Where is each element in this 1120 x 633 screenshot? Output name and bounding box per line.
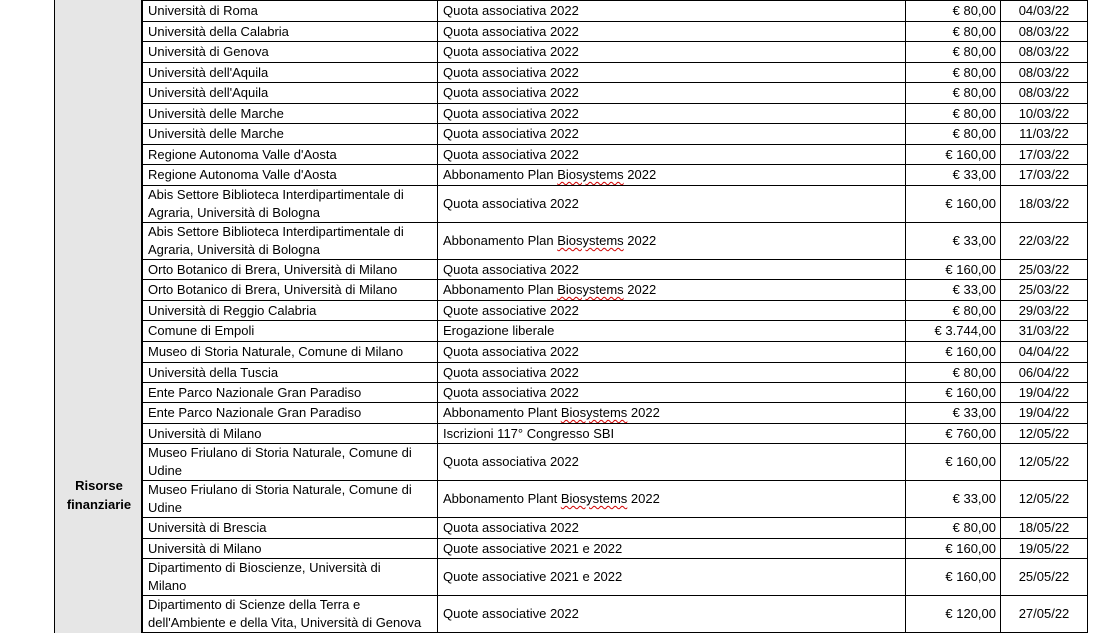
date-cell: 19/04/22 [1001, 403, 1088, 424]
table-row [143, 186, 1088, 223]
table-row [143, 539, 1088, 559]
date-cell: 22/03/22 [1001, 223, 1088, 260]
description-post: 2022 [623, 233, 657, 248]
amount-cell: € 160,00 [906, 559, 1001, 596]
date-cell: 08/03/22 [1001, 22, 1088, 42]
entity-cell: Università di Reggio Calabria [143, 301, 438, 321]
description-cell [438, 165, 906, 186]
date-cell: 27/05/22 [1001, 596, 1088, 633]
table-row [143, 22, 1088, 42]
description-post: 2022 [627, 491, 660, 506]
amount-cell: € 80,00 [906, 1, 1001, 22]
description-pre: Abbonamento Plan [443, 167, 558, 182]
table-row [143, 403, 1088, 424]
description-cell: Quota associativa 2022 [438, 145, 906, 165]
date-cell: 12/05/22 [1001, 444, 1088, 481]
date-cell: 08/03/22 [1001, 63, 1088, 83]
description-post: 2022 [623, 282, 657, 297]
description-cell: Quota associativa 2022 [438, 444, 906, 481]
entity-cell: Orto Botanico di Brera, Università di Milano [143, 280, 438, 301]
amount-cell: € 33,00 [906, 223, 1001, 260]
date-cell: 08/03/22 [1001, 42, 1088, 63]
table-row [143, 481, 1088, 518]
description-cell [438, 223, 906, 260]
entity-cell: Università di Milano [143, 424, 438, 444]
entity-line2: Agraria, Università di Bologna [148, 205, 320, 220]
amount-cell: € 80,00 [906, 124, 1001, 145]
table-row [143, 424, 1088, 444]
table-row [143, 63, 1088, 83]
amount-cell: € 160,00 [906, 186, 1001, 223]
description-cell [438, 481, 906, 518]
description-wavy: Biosystems [557, 282, 624, 297]
entity-cell: Università delle Marche [143, 104, 438, 124]
table-row [143, 518, 1088, 539]
date-cell: 17/03/22 [1001, 145, 1088, 165]
entity-cell: Ente Parco Nazionale Gran Paradiso [143, 383, 438, 403]
description-pre: Abbonamento Plan [443, 282, 558, 297]
amount-cell: € 80,00 [906, 104, 1001, 124]
entity-line1: Dipartimento di Bioscienze, Università di [148, 560, 381, 575]
amount-cell: € 80,00 [906, 63, 1001, 83]
description-cell: Quota associativa 2022 [438, 22, 906, 42]
category-label [55, 476, 143, 514]
entity-cell: Università della Tuscia [143, 363, 438, 383]
date-cell: 18/05/22 [1001, 518, 1088, 539]
entity-line2: Udine [148, 500, 182, 515]
description-pre: Abbonamento Plan [443, 233, 558, 248]
table-row [143, 165, 1088, 186]
entity-cell: Università dell'Aquila [143, 63, 438, 83]
amount-cell: € 33,00 [906, 280, 1001, 301]
date-cell: 11/03/22 [1001, 124, 1088, 145]
entity-cell: Università delle Marche [143, 124, 438, 145]
date-cell: 06/04/22 [1001, 363, 1088, 383]
entity-line2: Milano [148, 578, 187, 593]
table-row [143, 104, 1088, 124]
entity-line2: dell'Ambiente e della Vita, Università di Genova [148, 615, 422, 630]
amount-cell: € 160,00 [906, 539, 1001, 559]
category-label-line2: finanziarie [66, 497, 132, 512]
amount-cell: € 160,00 [906, 260, 1001, 280]
entity-cell [143, 444, 438, 481]
funding-table-body [143, 1, 1088, 633]
date-cell: 04/03/22 [1001, 1, 1088, 22]
description-cell: Quota associativa 2022 [438, 342, 906, 363]
entity-cell: Regione Autonoma Valle d'Aosta [143, 145, 438, 165]
date-cell: 04/04/22 [1001, 342, 1088, 363]
description-pre: Abbonamento Plant [443, 405, 561, 420]
entity-cell: Università dell'Aquila [143, 83, 438, 104]
table-row [143, 260, 1088, 280]
entity-line1: Dipartimento di Scienze della Terra e [148, 597, 361, 612]
entity-line2: Agraria, Università di Bologna [148, 242, 320, 257]
description-cell: Quota associativa 2022 [438, 124, 906, 145]
table-row [143, 383, 1088, 403]
amount-cell: € 33,00 [906, 403, 1001, 424]
description-wavy: Biosystems [557, 233, 624, 248]
entity-cell: Ente Parco Nazionale Gran Paradiso [143, 403, 438, 424]
entity-line2: Udine [148, 463, 182, 478]
description-cell: Erogazione liberale [438, 321, 906, 342]
table-row [143, 145, 1088, 165]
amount-cell: € 80,00 [906, 518, 1001, 539]
date-cell: 25/05/22 [1001, 559, 1088, 596]
amount-cell: € 160,00 [906, 383, 1001, 403]
amount-cell: € 160,00 [906, 342, 1001, 363]
description-cell: Quote associative 2022 [438, 596, 906, 633]
entity-cell [143, 186, 438, 223]
description-cell: Iscrizioni 117° Congresso SBI [438, 424, 906, 444]
table-row [143, 444, 1088, 481]
date-cell: 19/04/22 [1001, 383, 1088, 403]
entity-cell: Comune di Empoli [143, 321, 438, 342]
date-cell: 12/05/22 [1001, 424, 1088, 444]
table-row [143, 301, 1088, 321]
entity-cell: Università della Calabria [143, 22, 438, 42]
entity-cell: Università di Roma [143, 1, 438, 22]
category-label-line1: Risorse [75, 478, 123, 493]
amount-cell: € 80,00 [906, 83, 1001, 104]
amount-cell: € 160,00 [906, 145, 1001, 165]
table-row [143, 363, 1088, 383]
category-cell [54, 0, 142, 633]
entity-cell: Museo di Storia Naturale, Comune di Milano [143, 342, 438, 363]
table-row [143, 342, 1088, 363]
amount-cell: € 80,00 [906, 42, 1001, 63]
funding-table [142, 0, 1088, 633]
description-cell: Quota associativa 2022 [438, 104, 906, 124]
description-wavy: Biosystems [560, 491, 628, 506]
entity-cell [143, 223, 438, 260]
amount-cell: € 80,00 [906, 363, 1001, 383]
amount-cell: € 33,00 [906, 165, 1001, 186]
description-post: 2022 [623, 167, 657, 182]
date-cell: 08/03/22 [1001, 83, 1088, 104]
description-cell: Quota associativa 2022 [438, 186, 906, 223]
amount-cell: € 3.744,00 [906, 321, 1001, 342]
amount-cell: € 33,00 [906, 481, 1001, 518]
description-cell [438, 403, 906, 424]
description-cell: Quota associativa 2022 [438, 83, 906, 104]
date-cell: 25/03/22 [1001, 260, 1088, 280]
amount-cell: € 80,00 [906, 22, 1001, 42]
entity-cell: Università di Genova [143, 42, 438, 63]
entity-line1: Museo Friulano di Storia Naturale, Comune di [148, 445, 412, 460]
date-cell: 10/03/22 [1001, 104, 1088, 124]
table-row [143, 321, 1088, 342]
amount-cell: € 160,00 [906, 444, 1001, 481]
description-cell: Quota associativa 2022 [438, 383, 906, 403]
description-cell: Quote associative 2021 e 2022 [438, 559, 906, 596]
description-cell: Quota associativa 2022 [438, 260, 906, 280]
date-cell: 29/03/22 [1001, 301, 1088, 321]
table-row [143, 596, 1088, 633]
entity-cell: Università di Milano [143, 539, 438, 559]
amount-cell: € 80,00 [906, 301, 1001, 321]
date-cell: 18/03/22 [1001, 186, 1088, 223]
entity-cell: Università di Brescia [143, 518, 438, 539]
entity-cell [143, 596, 438, 633]
description-cell: Quota associativa 2022 [438, 518, 906, 539]
table-row [143, 1, 1088, 22]
amount-cell: € 120,00 [906, 596, 1001, 633]
entity-line1: Abis Settore Biblioteca Interdipartimentale di [148, 187, 404, 202]
table-row [143, 42, 1088, 63]
description-cell: Quota associativa 2022 [438, 363, 906, 383]
date-cell: 19/05/22 [1001, 539, 1088, 559]
description-post: 2022 [627, 405, 660, 420]
date-cell: 12/05/22 [1001, 481, 1088, 518]
description-cell: Quota associativa 2022 [438, 63, 906, 83]
description-wavy: Biosystems [557, 167, 624, 182]
entity-line1: Museo Friulano di Storia Naturale, Comune di [148, 482, 412, 497]
description-wavy: Biosystems [560, 405, 628, 420]
table-row [143, 83, 1088, 104]
entity-line1: Abis Settore Biblioteca Interdipartimentale di [148, 224, 404, 239]
description-cell: Quota associativa 2022 [438, 42, 906, 63]
date-cell: 25/03/22 [1001, 280, 1088, 301]
entity-cell [143, 559, 438, 596]
description-cell: Quota associativa 2022 [438, 1, 906, 22]
table-row [143, 124, 1088, 145]
description-pre: Abbonamento Plant [443, 491, 561, 506]
description-cell [438, 280, 906, 301]
date-cell: 17/03/22 [1001, 165, 1088, 186]
table-row [143, 223, 1088, 260]
amount-cell: € 760,00 [906, 424, 1001, 444]
entity-cell: Regione Autonoma Valle d'Aosta [143, 165, 438, 186]
description-cell: Quote associative 2021 e 2022 [438, 539, 906, 559]
entity-cell [143, 481, 438, 518]
entity-cell: Orto Botanico di Brera, Università di Milano [143, 260, 438, 280]
date-cell: 31/03/22 [1001, 321, 1088, 342]
table-row [143, 559, 1088, 596]
description-cell: Quote associative 2022 [438, 301, 906, 321]
table-row [143, 280, 1088, 301]
